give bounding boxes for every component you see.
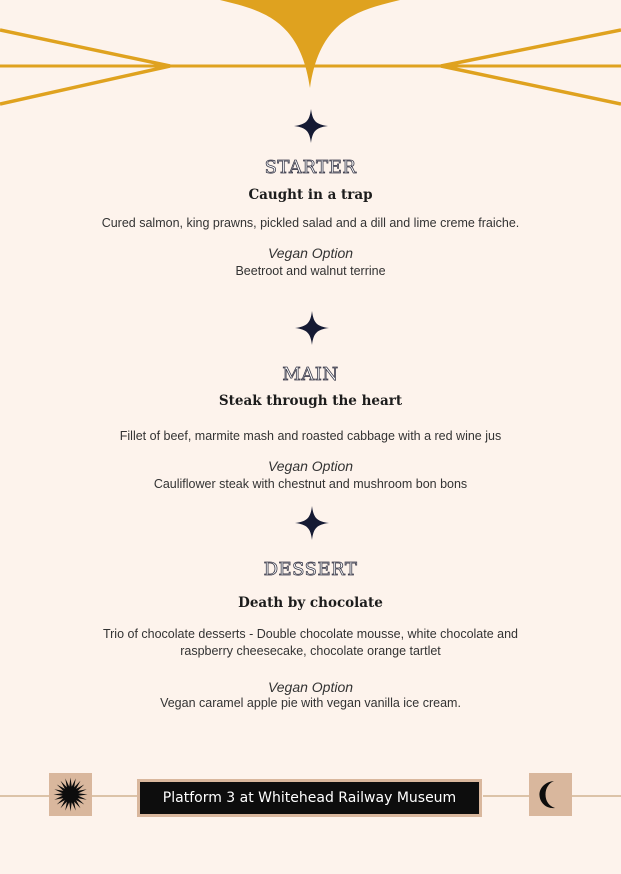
starter-vegan-description: Beetroot and walnut terrine <box>235 264 386 278</box>
footer-rule <box>572 795 621 797</box>
sunburst-icon-box <box>49 773 92 816</box>
starter-vegan-label: Vegan Option <box>267 245 354 261</box>
sunburst-rays <box>54 778 88 812</box>
moon-icon-box <box>529 773 572 816</box>
dessert-description: Trio of chocolate desserts - Double chocolate mousse, white chocolate and raspberry cheesecake, chocolate orange tartlet <box>102 627 519 658</box>
main-vegan-label: Vegan Option <box>267 458 354 474</box>
divider-star-icon <box>295 311 329 345</box>
venue-banner <box>137 779 482 817</box>
venue-text: Platform 3 at Whitehead Railway Museum <box>162 790 457 806</box>
sunburst-icon <box>49 773 92 816</box>
footer-rule <box>92 795 138 797</box>
dessert-title: DESSERT <box>263 559 358 580</box>
crescent-moon-icon <box>529 773 572 816</box>
starter-description: Cured salmon, king prawns, pickled salad and a dill and lime creme fraiche. <box>101 216 520 230</box>
main-vegan-description: Cauliflower steak with chestnut and mushroom bon bons <box>153 477 468 491</box>
main-description: Fillet of beef, marmite mash and roasted cabbage with a red wine jus <box>119 429 502 443</box>
divider-star-icon <box>294 109 328 143</box>
divider-star-icon <box>295 506 329 540</box>
dessert-dish-name: Death by chocolate <box>238 595 383 611</box>
main-dish-name: Steak through the heart <box>218 393 403 409</box>
main-title: MAIN <box>282 364 339 385</box>
starter-title: STARTER <box>264 157 357 178</box>
footer-rule <box>0 795 49 797</box>
footer-rule <box>483 795 529 797</box>
dessert-vegan-description: Vegan caramel apple pie with vegan vanilla ice cream. <box>160 696 461 710</box>
starter-dish-name: Caught in a trap <box>248 187 373 203</box>
top-ornament <box>0 0 621 110</box>
dessert-vegan-label: Vegan Option <box>267 679 354 695</box>
